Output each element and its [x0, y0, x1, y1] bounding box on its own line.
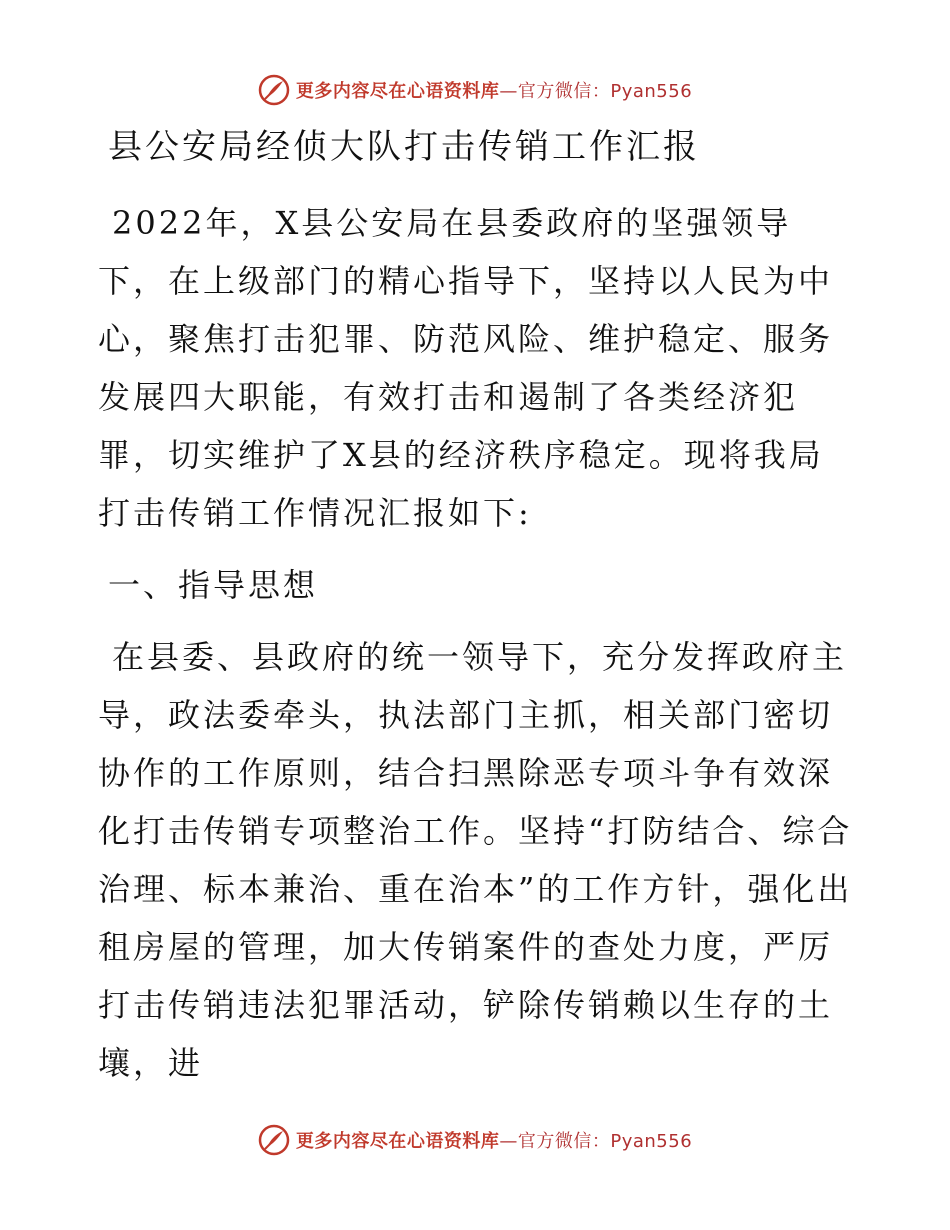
watermark-group [258, 74, 692, 106]
watermark-header [0, 70, 950, 110]
feather-pen-icon [258, 74, 290, 106]
document-body [98, 122, 858, 1092]
document-title: 县公安局经侦大队打击传销工作汇报 [108, 127, 700, 167]
section-heading: 一、指导思想 [108, 566, 319, 604]
section-paragraph: 在县委、县政府的统一领导下，充分发挥政府主导，政法委牵头，执法部门主抓，相关部门密切协作的工作原则，结合扫黑除恶专项斗争有效深化打击传销专项整治工作。坚持“打防结合、综合治理、标本兼治、重在治本”的工作方针，强化出租房屋的管理，加大传销案件的查处力度，严厉打击传销违法犯罪活动，铲除传销赖以生存的土壤，进 [98, 638, 853, 1082]
watermark-text: 更多内容尽在心语资料库—官方微信：Pyan556 [295, 1131, 693, 1152]
watermark-group [258, 1124, 692, 1156]
feather-pen-icon [258, 1124, 290, 1156]
intro-paragraph: 2022年，X县公安局在县委政府的坚强领导下，在上级部门的精心指导下，坚持以人民为中心，聚焦打击犯罪、防范风险、维护稳定、服务发展四大职能，有效打击和遏制了各类经济犯罪，切实维护了X县的经济秩序稳定。现将我局打击传销工作情况汇报如下: [98, 204, 834, 532]
watermark-footer [0, 1120, 950, 1160]
watermark-text: 更多内容尽在心语资料库—官方微信：Pyan556 [295, 81, 693, 102]
